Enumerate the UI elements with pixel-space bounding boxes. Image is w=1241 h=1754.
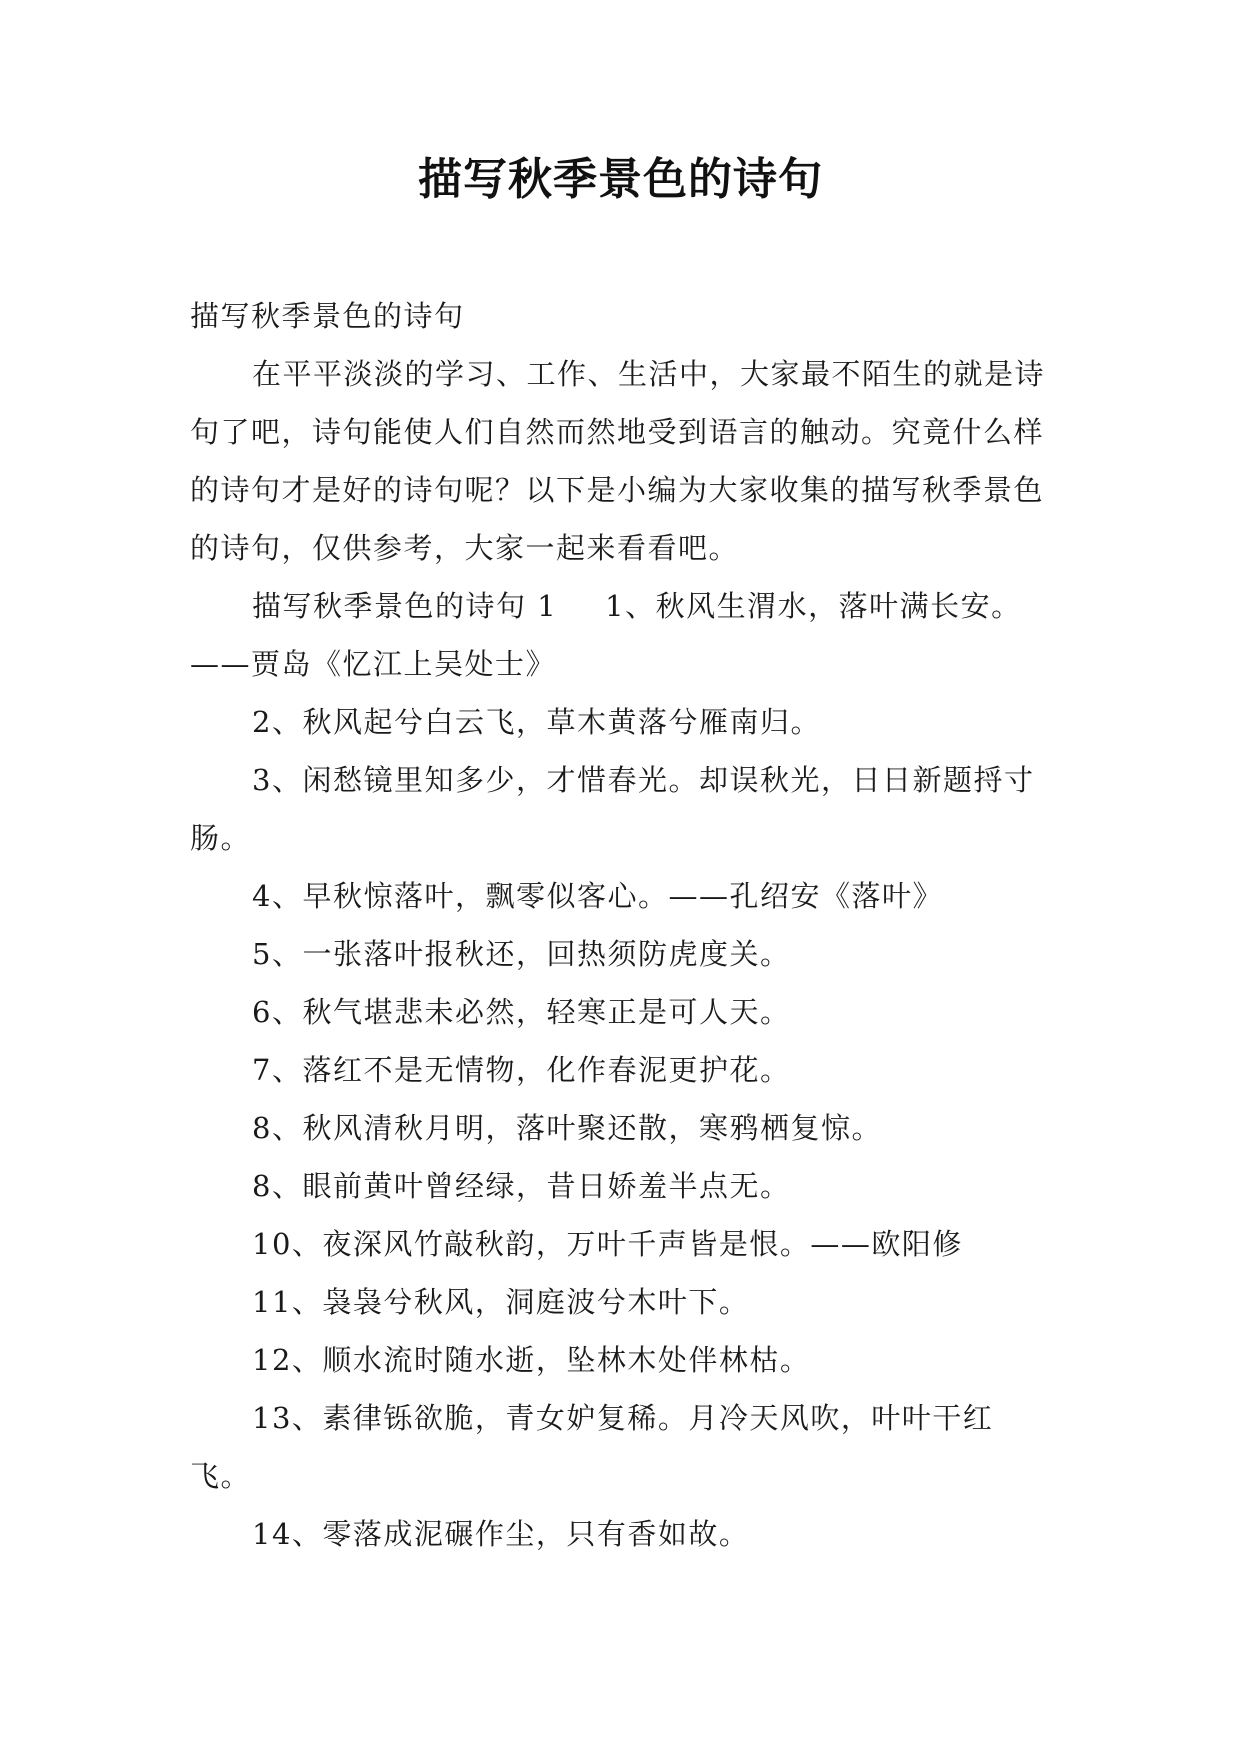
poem-line: 4、早秋惊落叶，飘零似客心。——孔绍安《落叶》	[252, 879, 943, 913]
poem-line: 10、夜深风竹敲秋韵，万叶千声皆是恨。——欧阳修	[252, 1227, 963, 1261]
document-body	[190, 287, 1052, 1563]
document-title: 描写秋季景色的诗句	[418, 154, 823, 205]
poem-line: 1、秋风生渭水，落叶满长安。——贾岛《忆江上吴处士》	[190, 589, 1022, 681]
poem-line: 8、秋风清秋月明，落叶聚还散，寒鸦栖复惊。	[252, 1111, 882, 1145]
poem-line: 11、袅袅兮秋风，洞庭波兮木叶下。	[252, 1285, 750, 1319]
poem-line: 2、秋风起兮白云飞，草木黄落兮雁南归。	[252, 705, 821, 739]
intro-paragraph: 在平平淡淡的学习、工作、生活中，大家最不陌生的就是诗句了吧，诗句能使人们自然而然地受到语言的触动。究竟什么样的诗句才是好的诗句呢？以下是小编为大家收集的描写秋季景色的诗句，仅供参考，大家一起来看看吧。	[190, 357, 1046, 565]
section-heading: 描写秋季景色的诗句 1	[252, 589, 558, 623]
poem-line: 8、眼前黄叶曾经绿，昔日娇羞半点无。	[252, 1169, 791, 1203]
document-subtitle: 描写秋季景色的诗句	[190, 299, 465, 333]
poem-line: 14、零落成泥碾作尘，只有香如故。	[252, 1517, 750, 1551]
section-paragraph	[190, 577, 1052, 693]
poem-line: 7、落红不是无情物，化作春泥更护花。	[252, 1053, 791, 1087]
poem-line: 5、一张落叶报秋还，回热须防虎度关。	[252, 937, 791, 971]
poem-line: 13、素律铄欲脆，青女妒复稀。月冷天风吹，叶叶干红飞。	[190, 1401, 994, 1493]
poem-line: 12、顺水流时随水逝，坠林木处伴林枯。	[252, 1343, 811, 1377]
poem-line: 3、闲愁镜里知多少，才惜春光。却误秋光，日日新题捋寸肠。	[190, 763, 1035, 855]
poem-line: 6、秋气堪悲未必然，轻寒正是可人天。	[252, 995, 791, 1029]
